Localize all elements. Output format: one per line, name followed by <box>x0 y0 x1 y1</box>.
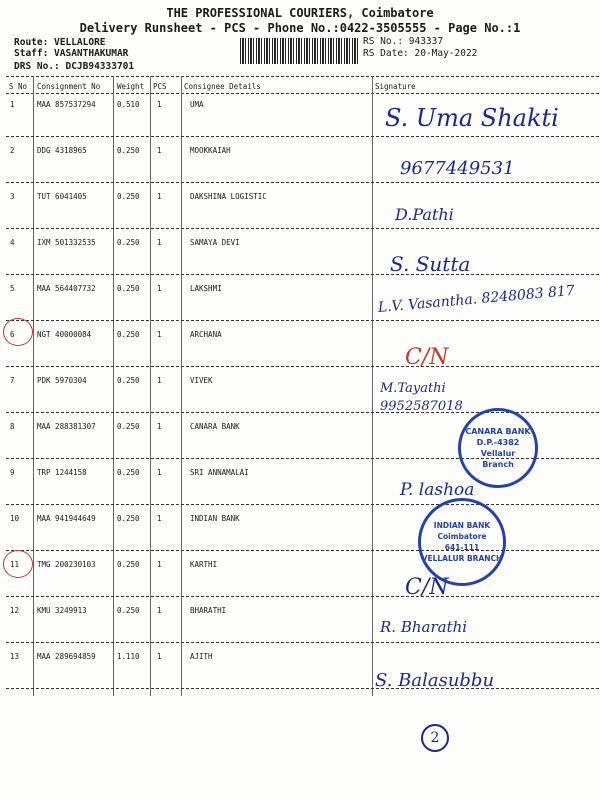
drs-number: DRS No.: DCJB94333701 <box>14 61 135 72</box>
barcode <box>240 38 358 64</box>
stamp-text: Coimbatore <box>437 532 487 541</box>
canara-bank-stamp <box>458 408 538 488</box>
cell-weight: 0.250 <box>117 422 140 431</box>
cell-pcs: 1 <box>157 652 162 661</box>
row-rule <box>6 366 599 367</box>
signature-11: C/N <box>405 575 449 600</box>
cell-weight: 0.510 <box>117 100 140 109</box>
col-divider <box>150 76 151 696</box>
stamp-text: D.P.-4382 <box>476 438 520 447</box>
signature-9: P. lashoa <box>400 480 475 500</box>
indian-bank-stamp <box>418 498 506 586</box>
table-top-rule <box>6 76 599 77</box>
cell-consignment: PDK 5970304 <box>37 376 87 385</box>
cell-consignee: KARTHI <box>190 560 218 569</box>
rs-date: RS Date: 20-May-2022 <box>363 48 478 59</box>
cell-sno: 6 <box>10 330 15 339</box>
row-rule <box>6 228 599 229</box>
cell-sno: 13 <box>10 652 20 661</box>
cell-consignment: MAA 857537294 <box>37 100 96 109</box>
cell-sno: 12 <box>10 606 20 615</box>
cell-consignment: TUT 6041405 <box>37 192 87 201</box>
cell-pcs: 1 <box>157 330 162 339</box>
cell-weight: 0.250 <box>117 238 140 247</box>
red-circle-mark <box>3 318 33 346</box>
cell-consignee: SAMAYA DEVI <box>190 238 240 247</box>
cell-pcs: 1 <box>157 468 162 477</box>
cell-consignment: TRP 1244158 <box>37 468 87 477</box>
cell-consignee: MOOKKAIAH <box>190 146 231 155</box>
row-rule <box>6 136 599 137</box>
cell-weight: 0.250 <box>117 146 140 155</box>
col-header-consignee: Consignee Details <box>184 82 261 91</box>
col-divider <box>181 76 182 696</box>
cell-weight: 0.250 <box>117 514 140 523</box>
col-divider <box>33 76 34 696</box>
col-header-signature: Signature <box>375 82 416 91</box>
col-header-consignment: Consignment No <box>37 82 101 91</box>
cell-consignee: SRI ANNAMALAI <box>190 468 249 477</box>
cell-consignment: KMU 3249913 <box>37 606 87 615</box>
stamp-text: INDIAN BANK <box>433 521 491 530</box>
rs-number: RS No.: 943337 <box>363 36 444 47</box>
cell-pcs: 1 <box>157 284 162 293</box>
cell-sno: 3 <box>10 192 15 201</box>
signature-2: 9677449531 <box>400 158 515 179</box>
cell-consignee: CANARA BANK <box>190 422 240 431</box>
col-divider <box>113 76 114 696</box>
stamp-text: Vellalur <box>480 449 516 458</box>
page-count-mark: 2 <box>421 724 449 752</box>
row-rule <box>6 182 599 183</box>
cell-consignment: DDG 4318965 <box>37 146 87 155</box>
header-rule <box>6 93 599 94</box>
cell-consignment: NGT 40000084 <box>37 330 92 339</box>
cell-consignment: MAA 564407732 <box>37 284 96 293</box>
staff-label: Staff: VASANTHAKUMAR <box>14 48 129 59</box>
cell-pcs: 1 <box>157 192 162 201</box>
cell-sno: 7 <box>10 376 15 385</box>
doc-subtitle: Delivery Runsheet - PCS - Phone No.:0422-3505555 - Page No.:1 <box>79 21 521 35</box>
cell-weight: 0.250 <box>117 560 140 569</box>
cell-pcs: 1 <box>157 376 162 385</box>
row-rule <box>6 320 599 321</box>
cell-consignee: LAKSHMI <box>190 284 222 293</box>
cell-consignee: UMA <box>190 100 204 109</box>
cell-weight: 0.250 <box>117 468 140 477</box>
signature-5: L.V. Vasantha. 8248083 817 <box>377 282 576 316</box>
row-rule <box>6 550 599 551</box>
col-header-weight: Weight <box>117 82 145 91</box>
cell-consignment: IXM 501332535 <box>37 238 96 247</box>
cell-sno: 2 <box>10 146 15 155</box>
stamp-text: Branch <box>482 460 514 469</box>
cell-consignee: DAKSHINA LOGISTIC <box>190 192 267 201</box>
cell-sno: 8 <box>10 422 15 431</box>
cell-pcs: 1 <box>157 560 162 569</box>
row-rule <box>6 596 599 597</box>
stamp-text: VELLALUR BRANCH <box>421 554 503 563</box>
cell-consignee: BHARATHI <box>190 606 227 615</box>
cell-pcs: 1 <box>157 238 162 247</box>
signature-6: C/N <box>405 345 449 370</box>
cell-sno: 1 <box>10 100 15 109</box>
row-rule <box>6 642 599 643</box>
cell-consignee: INDIAN BANK <box>190 514 240 523</box>
cell-consignee: AJITH <box>190 652 213 661</box>
cell-sno: 10 <box>10 514 20 523</box>
cell-pcs: 1 <box>157 100 162 109</box>
cell-weight: 0.250 <box>117 284 140 293</box>
cell-weight: 0.250 <box>117 376 140 385</box>
row-rule <box>6 274 599 275</box>
cell-weight: 0.250 <box>117 192 140 201</box>
signature-3: D.Pathi <box>395 205 454 224</box>
stamp-text: 641-111 <box>444 543 480 552</box>
cell-consignment: TMG 200230103 <box>37 560 96 569</box>
cell-pcs: 1 <box>157 514 162 523</box>
cell-pcs: 1 <box>157 422 162 431</box>
row-rule <box>6 688 599 689</box>
doc-title: THE PROFESSIONAL COURIERS, Coimbatore <box>166 6 434 20</box>
col-header-sno: S No <box>9 82 28 91</box>
cell-consignment: MAA 289694859 <box>37 652 96 661</box>
cell-weight: 1.110 <box>117 652 140 661</box>
signature-13: S. Balasubbu <box>375 670 495 691</box>
cell-consignment: MAA 288381307 <box>37 422 96 431</box>
cell-sno: 5 <box>10 284 15 293</box>
row-rule <box>6 504 599 505</box>
cell-weight: 0.250 <box>117 606 140 615</box>
cell-consignee: ARCHANA <box>190 330 222 339</box>
signature-7: M.Tayathi 9952587018 <box>380 381 463 414</box>
cell-pcs: 1 <box>157 606 162 615</box>
signature-12: R. Bharathi <box>380 618 468 636</box>
route-label: Route: VELLALORE <box>14 37 106 48</box>
cell-pcs: 1 <box>157 146 162 155</box>
cell-sno: 11 <box>10 560 20 569</box>
cell-consignee: VIVEK <box>190 376 213 385</box>
col-divider <box>372 76 373 696</box>
stamp-text: CANARA BANK <box>465 427 531 436</box>
signature-4: S. Sutta <box>390 252 471 276</box>
cell-sno: 4 <box>10 238 15 247</box>
cell-weight: 0.250 <box>117 330 140 339</box>
cell-consignment: MAA 941944649 <box>37 514 96 523</box>
red-circle-mark <box>3 550 33 578</box>
cell-sno: 9 <box>10 468 15 477</box>
col-header-pcs: PCS <box>153 82 167 91</box>
signature-1: S. Uma Shakti <box>385 104 559 132</box>
